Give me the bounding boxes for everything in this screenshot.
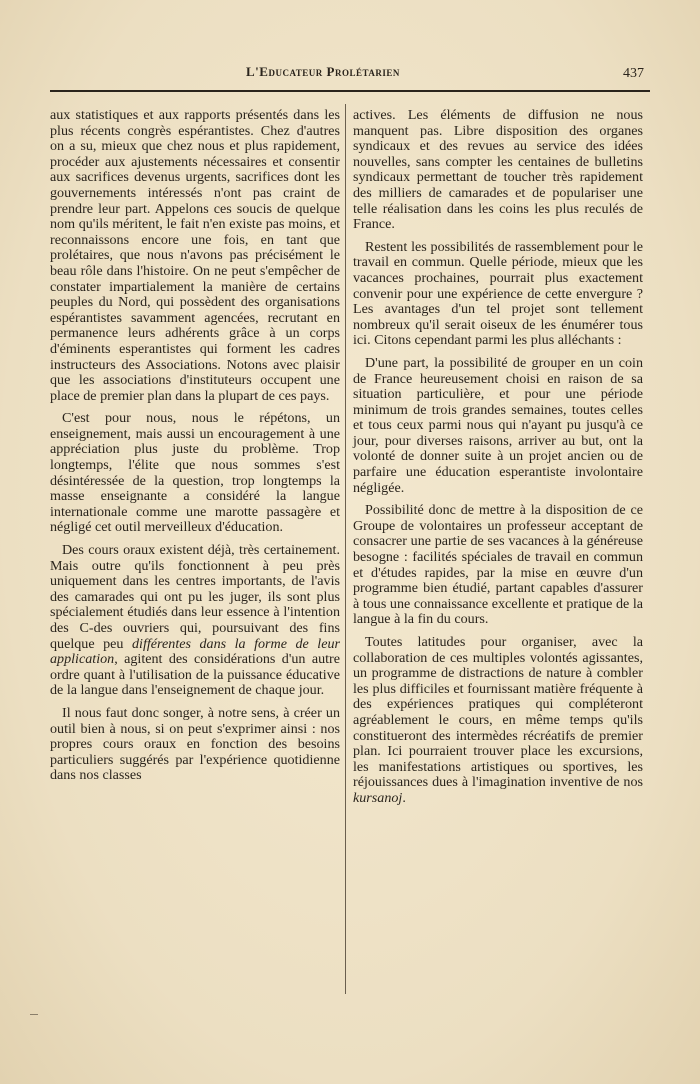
- right-column: [353, 108, 643, 807]
- paragraph-text: Des cours oraux existent déjà, très certainement. Mais outre qu'ils fonctionnent à peu près uniquement dans les centres importants, de l'avis des camarades qui ont pu les juger, ils sont plus spécialement étudiés dans leur essence à l'intention des C-des ouvriers qui, poursuivant des fins quelque peu: [50, 542, 340, 652]
- left-column: [50, 108, 340, 784]
- paragraph-text: Toutes latitudes pour organiser, avec la collaboration de ces multiples volontés agissantes, un programme de distractions de nature à combler les plus difficiles et fournissant matière fréquente à des expériences pratiques qui compléteront agréablement le cours, en même temps qu'ils constitueront des intermèdes récréatifs de premier plan. Ici pourraient trouver place les excursions, les manifestations artistiques ou sportives, les réjouissances dues à l'imagination inventive de nos: [353, 634, 643, 791]
- paragraph: Possibilité donc de mettre à la disposition de ce Groupe de volontaires un professeur acceptant de consacrer une partie de ses vacances à la généreuse besogne : facilités spéciales de travail en commun et d'études rapides, par la mise en œuvre d'un programme bien étudié, partant capables d'assurer à tous une connaissance excellente et pratique de la langue à la fin du cours.: [353, 502, 643, 628]
- paragraph: [50, 543, 340, 699]
- paragraph: Restent les possibilités de rassemblement pour le travail en commun. Quelle période, mieux que les vacances prochaines, pourrait plus exactement convenir pour une expérience de cette envergure ? Les avantages d'un tel projet sont tellement nombreux qu'il serait oiseux de les énumérer tous ici. Citons cependant parmi les plus alléchants :: [353, 238, 643, 349]
- italic-word: kursanoj: [353, 789, 403, 806]
- paragraph-text: .: [402, 789, 406, 806]
- column-divider: [345, 104, 346, 994]
- paragraph: D'une part, la possibilité de grouper en un coin de France heureusement choisi en raison de sa situation particulière, et pour une période minimum de trois grandes semaines, toutes celles et tous ceux parmi nous qui n'ayant pu jusqu'à ce jour, pour diverses raisons, arriver au but, ont la volonté de donner suite à un projet ancien ou de parfaire une éducation esperantiste involontaire négligée.: [353, 354, 643, 496]
- header-rule: [50, 90, 650, 92]
- running-title: L'Educateur Prolétarien: [246, 64, 400, 79]
- page-header: [40, 62, 650, 92]
- paragraph: Il nous faut donc songer, à notre sens, à créer un outil bien à nous, si on peut s'exprimer ainsi : nos propres cours oraux en fonction des besoins particuliers suggérés par l'expérience quotidienne dans nos classes: [50, 704, 340, 784]
- page-number: 437: [623, 66, 644, 81]
- paragraph: actives. Les éléments de diffusion ne nous manquent pas. Libre disposition des organes syndicaux et des revues au service des idées nouvelles, sans compter les centaines de bulletins syndicaux permettant de toucher très rapidement des milliers de camarades et de populariser une telle réalisation dans les coins les plus reculés de France.: [353, 107, 643, 233]
- paragraph: C'est pour nous, nous le répétons, un enseignement, mais aussi un encouragement à une appréciation plus juste du problème. Trop longtemps, l'élite que nous sommes s'est désintéressée de la question, trop longtemps la masse enseignante a considéré la langue internationale comme une marotte passagère et négligé cet outil merveilleux d'éducation.: [50, 410, 340, 536]
- paragraph-text: , agitent des considérations d'un autre ordre quant à l'utilisation de la puissance éducative de la langue dans l'enseignement de chaque jour.: [50, 651, 340, 699]
- italic-phrase: différentes dans la forme de leur application: [50, 635, 341, 668]
- paragraph: aux statistiques et aux rapports présentés dans les plus récents congrès espérantistes. Chez d'autres on a su, mieux que chez nous et plus rapidement, procéder aux ajustements nécessaires et consentir aux sacrifices devenus urgents, sacrifices dont les gouvernements intéressés n'ont pas craint de prendre leur part. Appelons ces soucis de quelque nom qu'ils méritent, le fait n'en existe pas moins, et reconnaissons encore une fois, en tant que prolétaires, que nous n'avons pas précisément le beau rôle dans l'histoire. On ne peut s'empêcher de constater impartialement la manière de certains peuples du Nord, qui possèdent des organisations espérantistes savamment agencées, recrutant en permanence leurs adhérents grâce à un corps d'éminents esperantistes qui forment les cadres instructeurs des Associations. Notons avec plaisir que les associations d'instituteurs occupent une place de premier plan dans la plupart de ces pays.: [50, 107, 340, 404]
- margin-mark: [30, 1014, 38, 1015]
- paragraph: [353, 635, 643, 807]
